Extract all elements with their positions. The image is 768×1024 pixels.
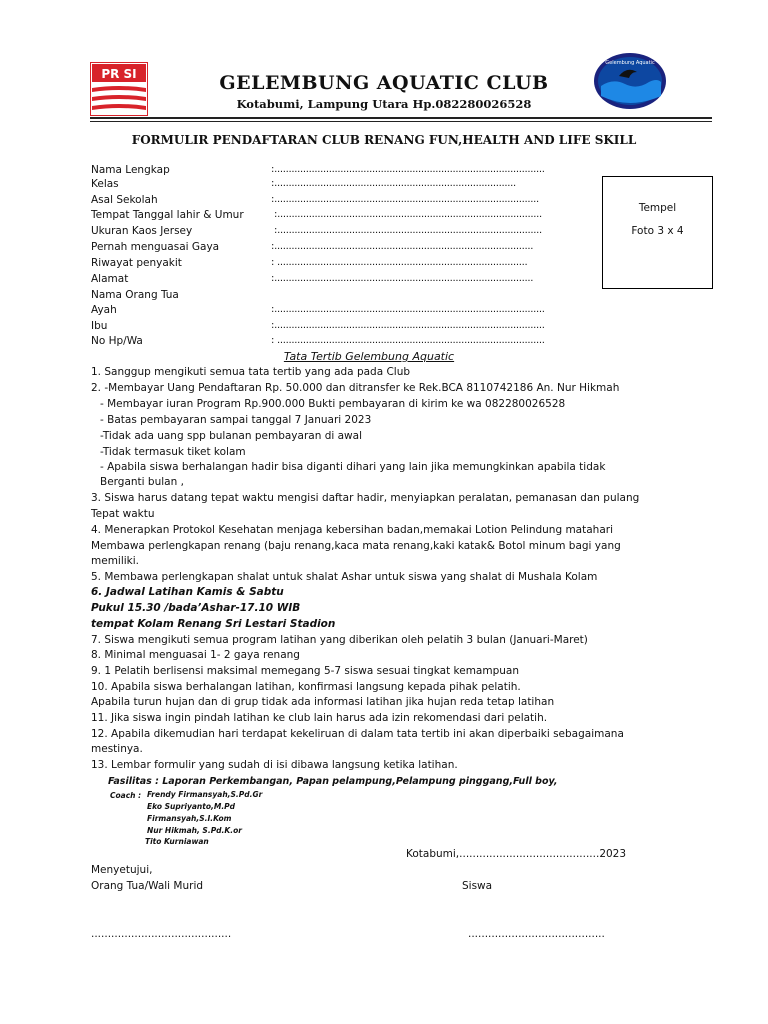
field-label-ayah: Ayah xyxy=(91,304,117,316)
rule-line: 9. 1 Pelatih berlisensi maksimal memegang 5-7 siswa sesuai tingkat kemampuan xyxy=(91,665,519,677)
field-input-asal-sekolah[interactable]: :............................................................................................ xyxy=(271,194,539,205)
coach-name: Tito Kurniawan xyxy=(145,837,209,846)
rule-line: - Batas pembayaran sampai tanggal 7 Januari 2023 xyxy=(100,414,372,426)
club-address: Kotabumi, Lampung Utara Hp.082280026528 xyxy=(236,97,532,111)
field-input-nama-lengkap[interactable]: :.............................................................................................. xyxy=(271,164,545,175)
rule-line: 8. Minimal menguasai 1- 2 gaya renang xyxy=(91,649,300,661)
field-label-ibu: Ibu xyxy=(91,320,108,332)
field-label-no-hp: No Hp/Wa xyxy=(91,335,143,347)
rule-line: 2. -Membayar Uang Pendaftaran Rp. 50.000 dan ditransfer ke Rek.BCA 8110742186 An. Nur Hikmah xyxy=(91,382,620,394)
rule-line: - Apabila siswa berhalangan hadir bisa diganti dihari yang lain jika memungkinkan apabila tidak xyxy=(100,461,606,473)
rule-line: 5. Membawa perlengkapan shalat untuk shalat Ashar untuk siswa yang shalat di Mushala Kolam xyxy=(91,571,598,583)
rule-line: 13. Lembar formulir yang sudah di isi dibawa langsung ketika latihan. xyxy=(91,759,458,771)
rule-line: 10. Apabila siswa berhalangan latihan, konfirmasi langsung kepada pihak pelatih. xyxy=(91,681,521,693)
photo-placeholder-box xyxy=(602,176,713,289)
field-input-ayah[interactable]: :.............................................................................................. xyxy=(271,304,545,315)
rule-line: -Tidak termasuk tiket kolam xyxy=(100,446,246,458)
rule-line: 4. Menerapkan Protokol Kesehatan menjaga kebersihan badan,memakai Lotion Pelindung matahari xyxy=(91,524,613,536)
field-input-alamat[interactable]: :.......................................................................................... xyxy=(271,273,534,284)
field-label-asal-sekolah: Asal Sekolah xyxy=(91,194,158,206)
student-signature-label: Siswa xyxy=(462,880,493,892)
svg-text:PR SI: PR SI xyxy=(101,67,137,81)
rules-title: Tata Tertib Gelembung Aquatic xyxy=(283,350,455,363)
coach-label: Coach : xyxy=(110,791,142,800)
field-input-no-hp[interactable]: : ............................................................................................. xyxy=(271,335,545,346)
rule-line: 11. Jika siswa ingin pindah latihan ke club lain harus ada izin rekomendasi dari pelatih. xyxy=(91,712,548,724)
header-divider xyxy=(90,117,712,119)
field-input-ukuran-kaos[interactable]: :............................................................................................ xyxy=(274,225,542,236)
club-name: GELEMBUNG AQUATIC CLUB xyxy=(219,72,549,94)
rule-line: 7. Siswa mengikuti semua program latihan yang diberikan oleh pelatih 3 bulan (Januari-Maret) xyxy=(91,634,588,646)
rule-line: 12. Apabila dikemudian hari terdapat kekeliruan di dalam tata tertib ini akan diperbaiki sebagaimana xyxy=(91,728,624,740)
field-input-ibu[interactable]: :.............................................................................................. xyxy=(271,320,545,331)
coach-name: Nur Hikmah, S.Pd.K.or xyxy=(147,826,242,835)
field-label-nama-lengkap: Nama Lengkap xyxy=(91,164,170,176)
rule-line: - Membayar iuran Program Rp.900.000 Bukti pembayaran di kirim ke wa 082280026528 xyxy=(100,398,566,410)
photo-label-tempel: Tempel xyxy=(638,202,677,214)
svg-text:Gelembung Aquatic: Gelembung Aquatic xyxy=(605,60,655,66)
coach-name: Frendy Firmansyah,S.Pd.Gr xyxy=(147,790,263,799)
rule-line: 3. Siswa harus datang tepat waktu mengisi daftar hadir, menyiapkan peralatan, pemanasan dan pulang xyxy=(91,492,640,504)
header-divider-thin xyxy=(90,121,712,122)
field-label-ttl-umur: Tempat Tanggal lahir & Umur xyxy=(91,209,244,221)
rule-schedule-place: tempat Kolam Renang Sri Lestari Stadion xyxy=(91,618,336,630)
photo-label-size: Foto 3 x 4 xyxy=(631,225,684,237)
field-label-nama-orang-tua: Nama Orang Tua xyxy=(91,289,179,301)
rule-line: Berganti bulan , xyxy=(100,476,184,488)
rule-line: Apabila turun hujan dan di grup tidak ada informasi latihan jika hujan reda tetap latihan xyxy=(91,696,555,708)
student-signature-line[interactable]: ......................................... xyxy=(468,928,605,940)
field-input-kelas[interactable]: :.................................................................................... xyxy=(271,178,516,189)
field-label-gaya: Pernah menguasai Gaya xyxy=(91,241,220,253)
parent-signature-label: Orang Tua/Wali Murid xyxy=(91,880,204,892)
parent-signature-line[interactable]: .......................................... xyxy=(91,928,232,940)
rule-line: Tepat waktu xyxy=(91,508,155,520)
rule-schedule-time: Pukul 15.30 /bada’Ashar-17.10 WIB xyxy=(91,602,301,614)
approval-label: Menyetujui, xyxy=(91,864,153,876)
rule-line: mestinya. xyxy=(91,743,143,755)
coach-name: Eko Supriyanto,M.Pd xyxy=(147,802,236,811)
field-label-alamat: Alamat xyxy=(91,273,129,285)
rule-line: 1. Sanggup mengikuti semua tata tertib yang ada pada Club xyxy=(91,366,411,378)
rule-line: -Tidak ada uang spp bulanan pembayaran di awal xyxy=(100,430,362,442)
field-input-gaya[interactable]: :.......................................................................................... xyxy=(271,241,534,252)
coach-name: Firmansyah,S.I.Kom xyxy=(147,814,232,823)
field-label-ukuran-kaos: Ukuran Kaos Jersey xyxy=(91,225,193,237)
rule-schedule: 6. Jadwal Latihan Kamis & Sabtu xyxy=(91,586,284,598)
rule-line: memiliki. xyxy=(91,555,140,567)
field-input-ttl-umur[interactable]: :............................................................................................ xyxy=(274,209,542,220)
date-line[interactable]: Kotabumi,..........................................2023 xyxy=(406,848,627,860)
form-title: FORMULIR PENDAFTARAN CLUB RENANG FUN,HEALTH AND LIFE SKILL xyxy=(131,133,637,147)
rule-line: Membawa perlengkapan renang (baju renang,kaca mata renang,kaki katak& Botol minum bagi yang xyxy=(91,540,621,552)
facilities: Fasilitas : Laporan Perkembangan, Papan pelampung,Pelampung pinggang,Full boy, xyxy=(108,776,558,787)
field-label-riwayat-penyakit: Riwayat penyakit xyxy=(91,257,182,269)
field-input-riwayat-penyakit[interactable]: : ....................................................................................... xyxy=(271,257,528,268)
field-label-kelas: Kelas xyxy=(91,178,119,190)
